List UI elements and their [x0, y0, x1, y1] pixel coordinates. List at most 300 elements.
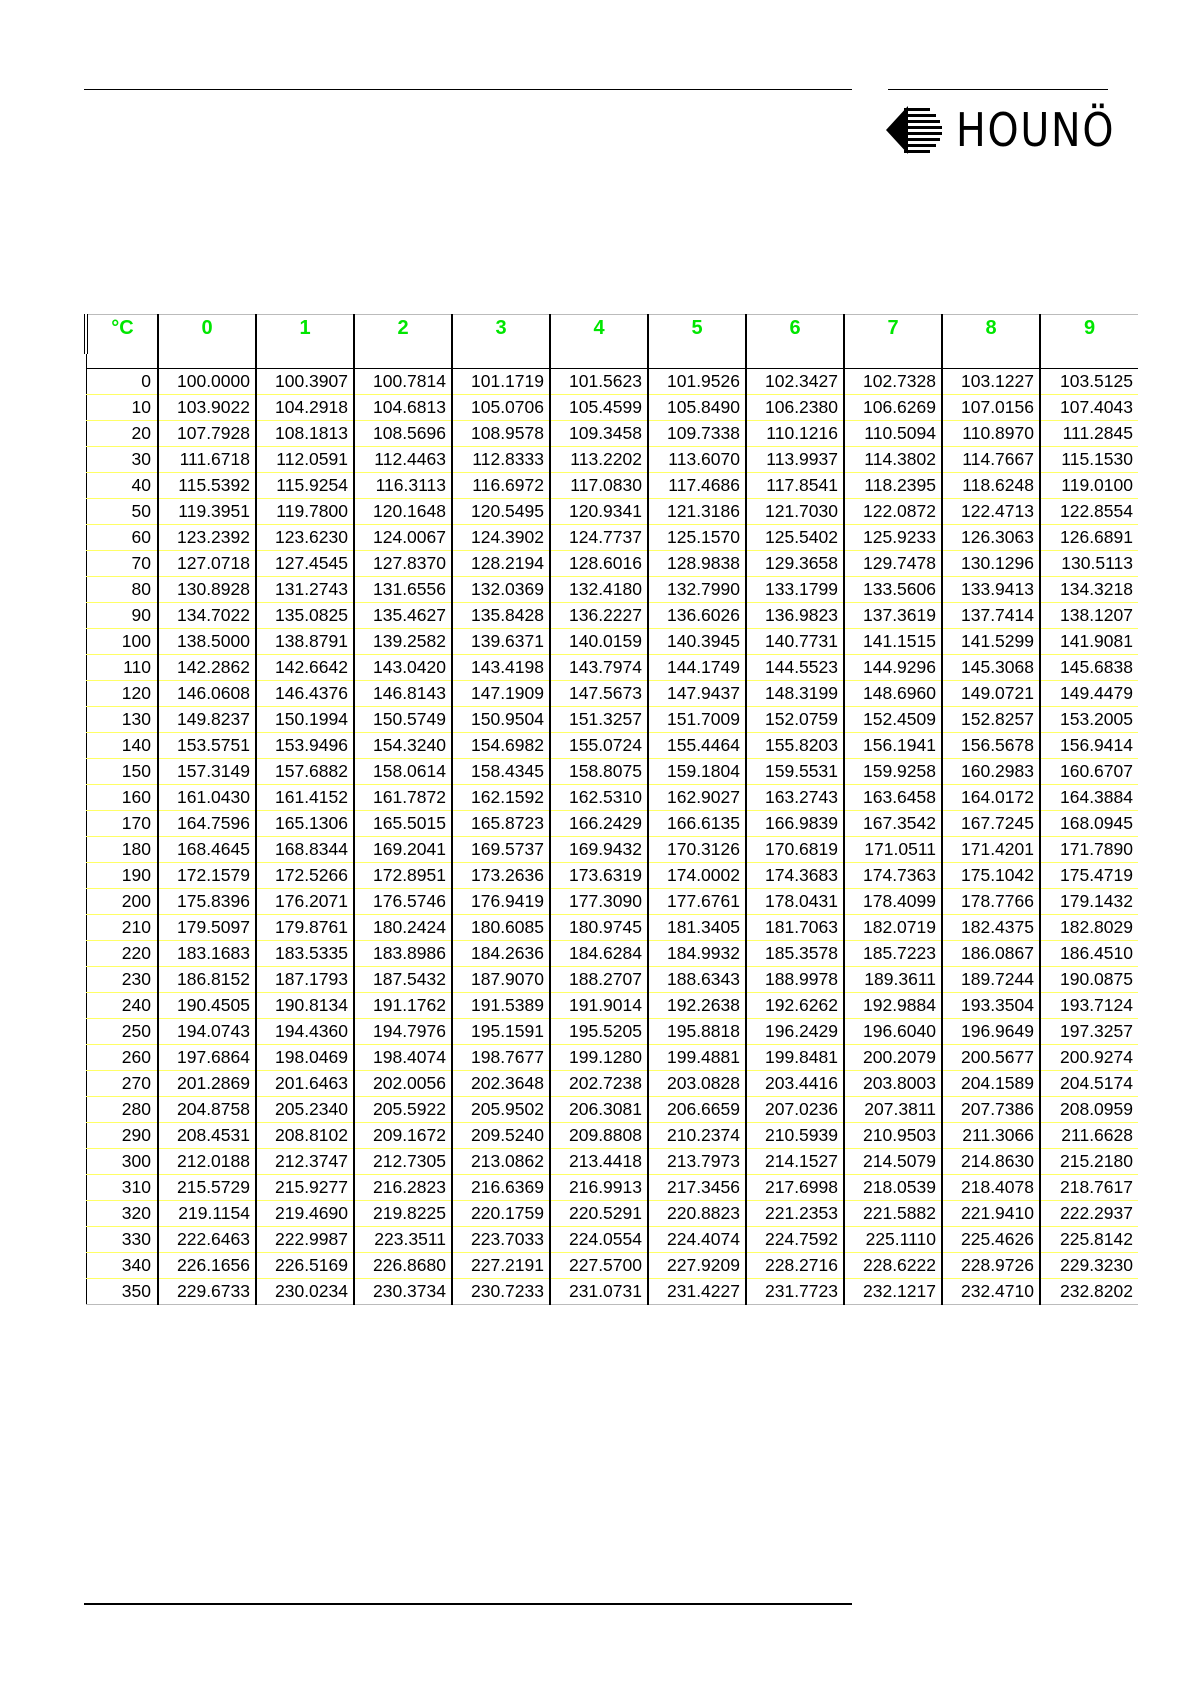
table-row	[86, 1201, 1138, 1227]
resistance-cell: 165.1306	[256, 811, 354, 837]
resistance-cell: 117.8541	[746, 473, 844, 499]
resistance-cell: 136.9823	[746, 603, 844, 629]
resistance-cell: 200.9274	[1040, 1045, 1138, 1071]
temperature-cell: 110	[86, 655, 158, 681]
resistance-cell: 219.4690	[256, 1201, 354, 1227]
resistance-cell: 108.5696	[354, 421, 452, 447]
resistance-cell: 126.3063	[942, 525, 1040, 551]
resistance-cell: 225.8142	[1040, 1227, 1138, 1253]
resistance-cell: 225.4626	[942, 1227, 1040, 1253]
table-row	[86, 811, 1138, 837]
header-gap-cell	[86, 354, 158, 369]
resistance-cell: 125.5402	[746, 525, 844, 551]
resistance-cell: 105.4599	[550, 395, 648, 421]
resistance-cell: 232.4710	[942, 1279, 1040, 1305]
resistance-cell: 163.6458	[844, 785, 942, 811]
resistance-cell: 202.3648	[452, 1071, 550, 1097]
resistance-cell: 132.4180	[550, 577, 648, 603]
resistance-cell: 140.3945	[648, 629, 746, 655]
resistance-cell: 105.8490	[648, 395, 746, 421]
resistance-cell: 226.5169	[256, 1253, 354, 1279]
resistance-cell: 116.6972	[452, 473, 550, 499]
table-row	[86, 395, 1138, 421]
resistance-cell: 220.1759	[452, 1201, 550, 1227]
resistance-cell: 205.9502	[452, 1097, 550, 1123]
resistance-cell: 178.4099	[844, 889, 942, 915]
table-row	[86, 837, 1138, 863]
resistance-cell: 175.1042	[942, 863, 1040, 889]
resistance-cell: 169.2041	[354, 837, 452, 863]
resistance-cell: 150.1994	[256, 707, 354, 733]
temperature-cell: 330	[86, 1227, 158, 1253]
resistance-cell: 193.3504	[942, 993, 1040, 1019]
resistance-cell: 168.0945	[1040, 811, 1138, 837]
resistance-cell: 130.1296	[942, 551, 1040, 577]
resistance-cell: 169.9432	[550, 837, 648, 863]
header-gap-cell	[158, 354, 256, 369]
resistance-cell: 210.9503	[844, 1123, 942, 1149]
resistance-cell: 177.6761	[648, 889, 746, 915]
resistance-cell: 101.5623	[550, 369, 648, 395]
resistance-cell: 114.3802	[844, 447, 942, 473]
table-row	[86, 629, 1138, 655]
resistance-cell: 178.0431	[746, 889, 844, 915]
header-cell-digit: 7	[844, 315, 942, 355]
resistance-cell: 209.1672	[354, 1123, 452, 1149]
resistance-cell: 215.5729	[158, 1175, 256, 1201]
resistance-cell: 152.0759	[746, 707, 844, 733]
resistance-cell: 150.9504	[452, 707, 550, 733]
resistance-cell: 135.4627	[354, 603, 452, 629]
header-cell-digit: 5	[648, 315, 746, 355]
header-cell-digit: 1	[256, 315, 354, 355]
resistance-cell: 144.1749	[648, 655, 746, 681]
resistance-cell: 133.1799	[746, 577, 844, 603]
resistance-cell: 188.6343	[648, 967, 746, 993]
resistance-cell: 185.3578	[746, 941, 844, 967]
resistance-cell: 217.3456	[648, 1175, 746, 1201]
header-gap-cell	[844, 354, 942, 369]
resistance-cell: 208.8102	[256, 1123, 354, 1149]
resistance-cell: 152.8257	[942, 707, 1040, 733]
resistance-cell: 158.4345	[452, 759, 550, 785]
resistance-cell: 190.0875	[1040, 967, 1138, 993]
resistance-cell: 168.4645	[158, 837, 256, 863]
temperature-cell: 10	[86, 395, 158, 421]
resistance-cell: 120.1648	[354, 499, 452, 525]
resistance-cell: 229.6733	[158, 1279, 256, 1305]
resistance-cell: 209.5240	[452, 1123, 550, 1149]
resistance-cell: 115.9254	[256, 473, 354, 499]
resistance-cell: 106.6269	[844, 395, 942, 421]
header-cell-digit: 4	[550, 315, 648, 355]
resistance-cell: 164.0172	[942, 785, 1040, 811]
resistance-cell: 149.4479	[1040, 681, 1138, 707]
resistance-cell: 216.2823	[354, 1175, 452, 1201]
temperature-cell: 270	[86, 1071, 158, 1097]
resistance-cell: 221.9410	[942, 1201, 1040, 1227]
resistance-cell: 120.9341	[550, 499, 648, 525]
resistance-cell: 146.8143	[354, 681, 452, 707]
resistance-cell: 222.2937	[1040, 1201, 1138, 1227]
temperature-cell: 140	[86, 733, 158, 759]
resistance-cell: 189.3611	[844, 967, 942, 993]
temperature-cell: 310	[86, 1175, 158, 1201]
temperature-cell: 180	[86, 837, 158, 863]
resistance-cell: 170.3126	[648, 837, 746, 863]
resistance-cell: 157.3149	[158, 759, 256, 785]
resistance-cell: 220.5291	[550, 1201, 648, 1227]
resistance-cell: 175.8396	[158, 889, 256, 915]
resistance-cell: 108.1813	[256, 421, 354, 447]
table-row	[86, 1045, 1138, 1071]
resistance-cell: 117.4686	[648, 473, 746, 499]
resistance-cell: 212.7305	[354, 1149, 452, 1175]
resistance-cell: 188.9978	[746, 967, 844, 993]
resistance-cell: 194.0743	[158, 1019, 256, 1045]
table-row	[86, 551, 1138, 577]
resistance-cell: 161.4152	[256, 785, 354, 811]
resistance-cell: 169.5737	[452, 837, 550, 863]
resistance-cell: 102.3427	[746, 369, 844, 395]
resistance-cell: 112.8333	[452, 447, 550, 473]
resistance-cell: 121.7030	[746, 499, 844, 525]
temperature-cell: 70	[86, 551, 158, 577]
resistance-cell: 168.8344	[256, 837, 354, 863]
resistance-cell: 158.8075	[550, 759, 648, 785]
resistance-cell: 108.9578	[452, 421, 550, 447]
resistance-cell: 183.8986	[354, 941, 452, 967]
resistance-cell: 124.3902	[452, 525, 550, 551]
resistance-cell: 176.9419	[452, 889, 550, 915]
temperature-cell: 350	[86, 1279, 158, 1305]
resistance-cell: 142.6642	[256, 655, 354, 681]
resistance-cell: 192.6262	[746, 993, 844, 1019]
resistance-cell: 154.3240	[354, 733, 452, 759]
resistance-cell: 156.1941	[844, 733, 942, 759]
resistance-cell: 144.5523	[746, 655, 844, 681]
resistance-cell: 145.6838	[1040, 655, 1138, 681]
resistance-cell: 129.3658	[746, 551, 844, 577]
resistance-cell: 203.4416	[746, 1071, 844, 1097]
resistance-cell: 133.5606	[844, 577, 942, 603]
resistance-cell: 196.6040	[844, 1019, 942, 1045]
resistance-cell: 143.0420	[354, 655, 452, 681]
resistance-cell: 137.3619	[844, 603, 942, 629]
resistance-cell: 128.2194	[452, 551, 550, 577]
resistance-cell: 121.3186	[648, 499, 746, 525]
table-row	[86, 785, 1138, 811]
resistance-cell: 182.0719	[844, 915, 942, 941]
resistance-cell: 130.5113	[1040, 551, 1138, 577]
resistance-cell: 207.7386	[942, 1097, 1040, 1123]
header-gap-cell	[550, 354, 648, 369]
resistance-cell: 147.9437	[648, 681, 746, 707]
resistance-cell: 204.1589	[942, 1071, 1040, 1097]
resistance-cell: 141.1515	[844, 629, 942, 655]
resistance-cell: 215.9277	[256, 1175, 354, 1201]
resistance-cell: 111.2845	[1040, 421, 1138, 447]
temperature-cell: 290	[86, 1123, 158, 1149]
resistance-cell: 145.3068	[942, 655, 1040, 681]
resistance-cell: 122.4713	[942, 499, 1040, 525]
table-row	[86, 1097, 1138, 1123]
resistance-cell: 230.0234	[256, 1279, 354, 1305]
resistance-cell: 103.5125	[1040, 369, 1138, 395]
resistance-cell: 100.0000	[158, 369, 256, 395]
resistance-cell: 177.3090	[550, 889, 648, 915]
resistance-cell: 114.7667	[942, 447, 1040, 473]
resistance-cell: 203.0828	[648, 1071, 746, 1097]
resistance-cell: 232.1217	[844, 1279, 942, 1305]
resistance-cell: 180.9745	[550, 915, 648, 941]
resistance-table	[84, 314, 1138, 1305]
header-rule-right	[888, 89, 1108, 90]
resistance-cell: 218.0539	[844, 1175, 942, 1201]
resistance-cell: 228.2716	[746, 1253, 844, 1279]
temperature-cell: 0	[86, 369, 158, 395]
table-row	[86, 1019, 1138, 1045]
resistance-cell: 191.5389	[452, 993, 550, 1019]
resistance-cell: 165.5015	[354, 811, 452, 837]
resistance-cell: 214.8630	[942, 1149, 1040, 1175]
table-row	[86, 759, 1138, 785]
resistance-cell: 180.2424	[354, 915, 452, 941]
resistance-cell: 186.4510	[1040, 941, 1138, 967]
resistance-cell: 155.4464	[648, 733, 746, 759]
resistance-cell: 142.2862	[158, 655, 256, 681]
resistance-cell: 159.1804	[648, 759, 746, 785]
resistance-cell: 186.0867	[942, 941, 1040, 967]
resistance-cell: 171.4201	[942, 837, 1040, 863]
resistance-cell: 189.7244	[942, 967, 1040, 993]
resistance-cell: 232.8202	[1040, 1279, 1138, 1305]
resistance-cell: 179.5097	[158, 915, 256, 941]
resistance-cell: 206.6659	[648, 1097, 746, 1123]
resistance-cell: 146.0608	[158, 681, 256, 707]
resistance-cell: 206.3081	[550, 1097, 648, 1123]
temperature-cell: 40	[86, 473, 158, 499]
resistance-cell: 173.2636	[452, 863, 550, 889]
table-row	[86, 889, 1138, 915]
header-gap-cell	[1040, 354, 1138, 369]
resistance-cell: 126.6891	[1040, 525, 1138, 551]
resistance-cell: 133.9413	[942, 577, 1040, 603]
resistance-cell: 162.9027	[648, 785, 746, 811]
resistance-cell: 175.4719	[1040, 863, 1138, 889]
resistance-cell: 132.0369	[452, 577, 550, 603]
resistance-cell: 149.0721	[942, 681, 1040, 707]
resistance-cell: 224.7592	[746, 1227, 844, 1253]
temperature-cell: 120	[86, 681, 158, 707]
resistance-cell: 221.2353	[746, 1201, 844, 1227]
resistance-cell: 100.7814	[354, 369, 452, 395]
resistance-cell: 199.8481	[746, 1045, 844, 1071]
header-cell-digit: 3	[452, 315, 550, 355]
resistance-cell: 147.1909	[452, 681, 550, 707]
resistance-cell: 209.8808	[550, 1123, 648, 1149]
resistance-cell: 194.7976	[354, 1019, 452, 1045]
resistance-cell: 191.1762	[354, 993, 452, 1019]
resistance-cell: 112.0591	[256, 447, 354, 473]
resistance-cell: 136.6026	[648, 603, 746, 629]
resistance-cell: 176.2071	[256, 889, 354, 915]
resistance-cell: 229.3230	[1040, 1253, 1138, 1279]
resistance-cell: 127.4545	[256, 551, 354, 577]
resistance-cell: 199.1280	[550, 1045, 648, 1071]
resistance-cell: 138.8791	[256, 629, 354, 655]
temperature-cell: 240	[86, 993, 158, 1019]
resistance-cell: 227.2191	[452, 1253, 550, 1279]
temperature-cell: 160	[86, 785, 158, 811]
resistance-cell: 107.7928	[158, 421, 256, 447]
resistance-cell: 208.0959	[1040, 1097, 1138, 1123]
resistance-cell: 219.8225	[354, 1201, 452, 1227]
header-rule-left	[84, 89, 852, 90]
resistance-cell: 212.0188	[158, 1149, 256, 1175]
temperature-cell: 190	[86, 863, 158, 889]
table-row	[86, 525, 1138, 551]
resistance-cell: 118.2395	[844, 473, 942, 499]
resistance-cell: 154.6982	[452, 733, 550, 759]
resistance-cell: 183.5335	[256, 941, 354, 967]
resistance-cell: 182.4375	[942, 915, 1040, 941]
resistance-cell: 156.5678	[942, 733, 1040, 759]
table-row	[86, 603, 1138, 629]
temperature-cell: 50	[86, 499, 158, 525]
resistance-cell: 230.3734	[354, 1279, 452, 1305]
resistance-cell: 180.6085	[452, 915, 550, 941]
resistance-cell: 104.6813	[354, 395, 452, 421]
resistance-cell: 137.7414	[942, 603, 1040, 629]
table-row	[86, 447, 1138, 473]
resistance-cell: 127.0718	[158, 551, 256, 577]
resistance-cell: 147.5673	[550, 681, 648, 707]
resistance-cell: 221.5882	[844, 1201, 942, 1227]
resistance-cell: 197.6864	[158, 1045, 256, 1071]
resistance-cell: 174.0002	[648, 863, 746, 889]
resistance-cell: 202.7238	[550, 1071, 648, 1097]
resistance-cell: 141.9081	[1040, 629, 1138, 655]
resistance-cell: 138.1207	[1040, 603, 1138, 629]
resistance-cell: 118.6248	[942, 473, 1040, 499]
table-row	[86, 473, 1138, 499]
table-row	[86, 863, 1138, 889]
resistance-cell: 166.2429	[550, 811, 648, 837]
resistance-cell: 174.7363	[844, 863, 942, 889]
resistance-cell: 174.3683	[746, 863, 844, 889]
resistance-cell: 188.2707	[550, 967, 648, 993]
resistance-cell: 113.2202	[550, 447, 648, 473]
resistance-cell: 119.3951	[158, 499, 256, 525]
resistance-cell: 105.0706	[452, 395, 550, 421]
resistance-cell: 199.4881	[648, 1045, 746, 1071]
resistance-cell: 200.2079	[844, 1045, 942, 1071]
resistance-cell: 195.5205	[550, 1019, 648, 1045]
temperature-cell: 100	[86, 629, 158, 655]
header-cell-digit: 8	[942, 315, 1040, 355]
temperature-cell: 220	[86, 941, 158, 967]
resistance-cell: 227.9209	[648, 1253, 746, 1279]
resistance-cell: 198.4074	[354, 1045, 452, 1071]
resistance-cell: 172.5266	[256, 863, 354, 889]
resistance-cell: 103.9022	[158, 395, 256, 421]
table-row	[86, 1227, 1138, 1253]
resistance-cell: 152.4509	[844, 707, 942, 733]
resistance-cell: 193.7124	[1040, 993, 1138, 1019]
resistance-cell: 176.5746	[354, 889, 452, 915]
table-row	[86, 499, 1138, 525]
resistance-cell: 184.9932	[648, 941, 746, 967]
resistance-cell: 226.8680	[354, 1253, 452, 1279]
resistance-cell: 201.6463	[256, 1071, 354, 1097]
resistance-cell: 228.6222	[844, 1253, 942, 1279]
resistance-cell: 161.7872	[354, 785, 452, 811]
resistance-cell: 153.9496	[256, 733, 354, 759]
resistance-cell: 104.2918	[256, 395, 354, 421]
header-gap-cell	[256, 354, 354, 369]
table-row	[86, 1123, 1138, 1149]
table-row	[86, 655, 1138, 681]
resistance-cell: 201.2869	[158, 1071, 256, 1097]
resistance-cell: 172.8951	[354, 863, 452, 889]
resistance-cell: 173.6319	[550, 863, 648, 889]
resistance-cell: 186.8152	[158, 967, 256, 993]
resistance-cell: 123.6230	[256, 525, 354, 551]
resistance-cell: 231.4227	[648, 1279, 746, 1305]
resistance-cell: 161.0430	[158, 785, 256, 811]
header-cell-digit: 9	[1040, 315, 1138, 355]
resistance-cell: 124.0067	[354, 525, 452, 551]
resistance-cell: 159.9258	[844, 759, 942, 785]
resistance-cell: 134.7022	[158, 603, 256, 629]
resistance-cell: 179.1432	[1040, 889, 1138, 915]
resistance-cell: 184.6284	[550, 941, 648, 967]
resistance-cell: 230.7233	[452, 1279, 550, 1305]
header-gap-cell	[648, 354, 746, 369]
resistance-cell: 140.0159	[550, 629, 648, 655]
resistance-cell: 122.8554	[1040, 499, 1138, 525]
table-row	[86, 577, 1138, 603]
resistance-cell: 162.5310	[550, 785, 648, 811]
resistance-cell: 128.9838	[648, 551, 746, 577]
resistance-cell: 157.6882	[256, 759, 354, 785]
resistance-cell: 213.4418	[550, 1149, 648, 1175]
resistance-cell: 140.7731	[746, 629, 844, 655]
resistance-cell: 165.8723	[452, 811, 550, 837]
temperature-cell: 260	[86, 1045, 158, 1071]
resistance-cell: 196.9649	[942, 1019, 1040, 1045]
resistance-cell: 185.7223	[844, 941, 942, 967]
resistance-cell: 153.5751	[158, 733, 256, 759]
resistance-cell: 167.7245	[942, 811, 1040, 837]
temperature-cell: 320	[86, 1201, 158, 1227]
resistance-cell: 171.7890	[1040, 837, 1138, 863]
resistance-cell: 216.9913	[550, 1175, 648, 1201]
resistance-cell: 131.6556	[354, 577, 452, 603]
temperature-cell: 230	[86, 967, 158, 993]
resistance-cell: 110.1216	[746, 421, 844, 447]
resistance-cell: 156.9414	[1040, 733, 1138, 759]
resistance-cell: 135.0825	[256, 603, 354, 629]
table-row	[86, 707, 1138, 733]
resistance-cell: 109.3458	[550, 421, 648, 447]
resistance-cell: 198.7677	[452, 1045, 550, 1071]
resistance-cell: 222.6463	[158, 1227, 256, 1253]
resistance-cell: 158.0614	[354, 759, 452, 785]
table-row	[86, 941, 1138, 967]
resistance-cell: 164.3884	[1040, 785, 1138, 811]
